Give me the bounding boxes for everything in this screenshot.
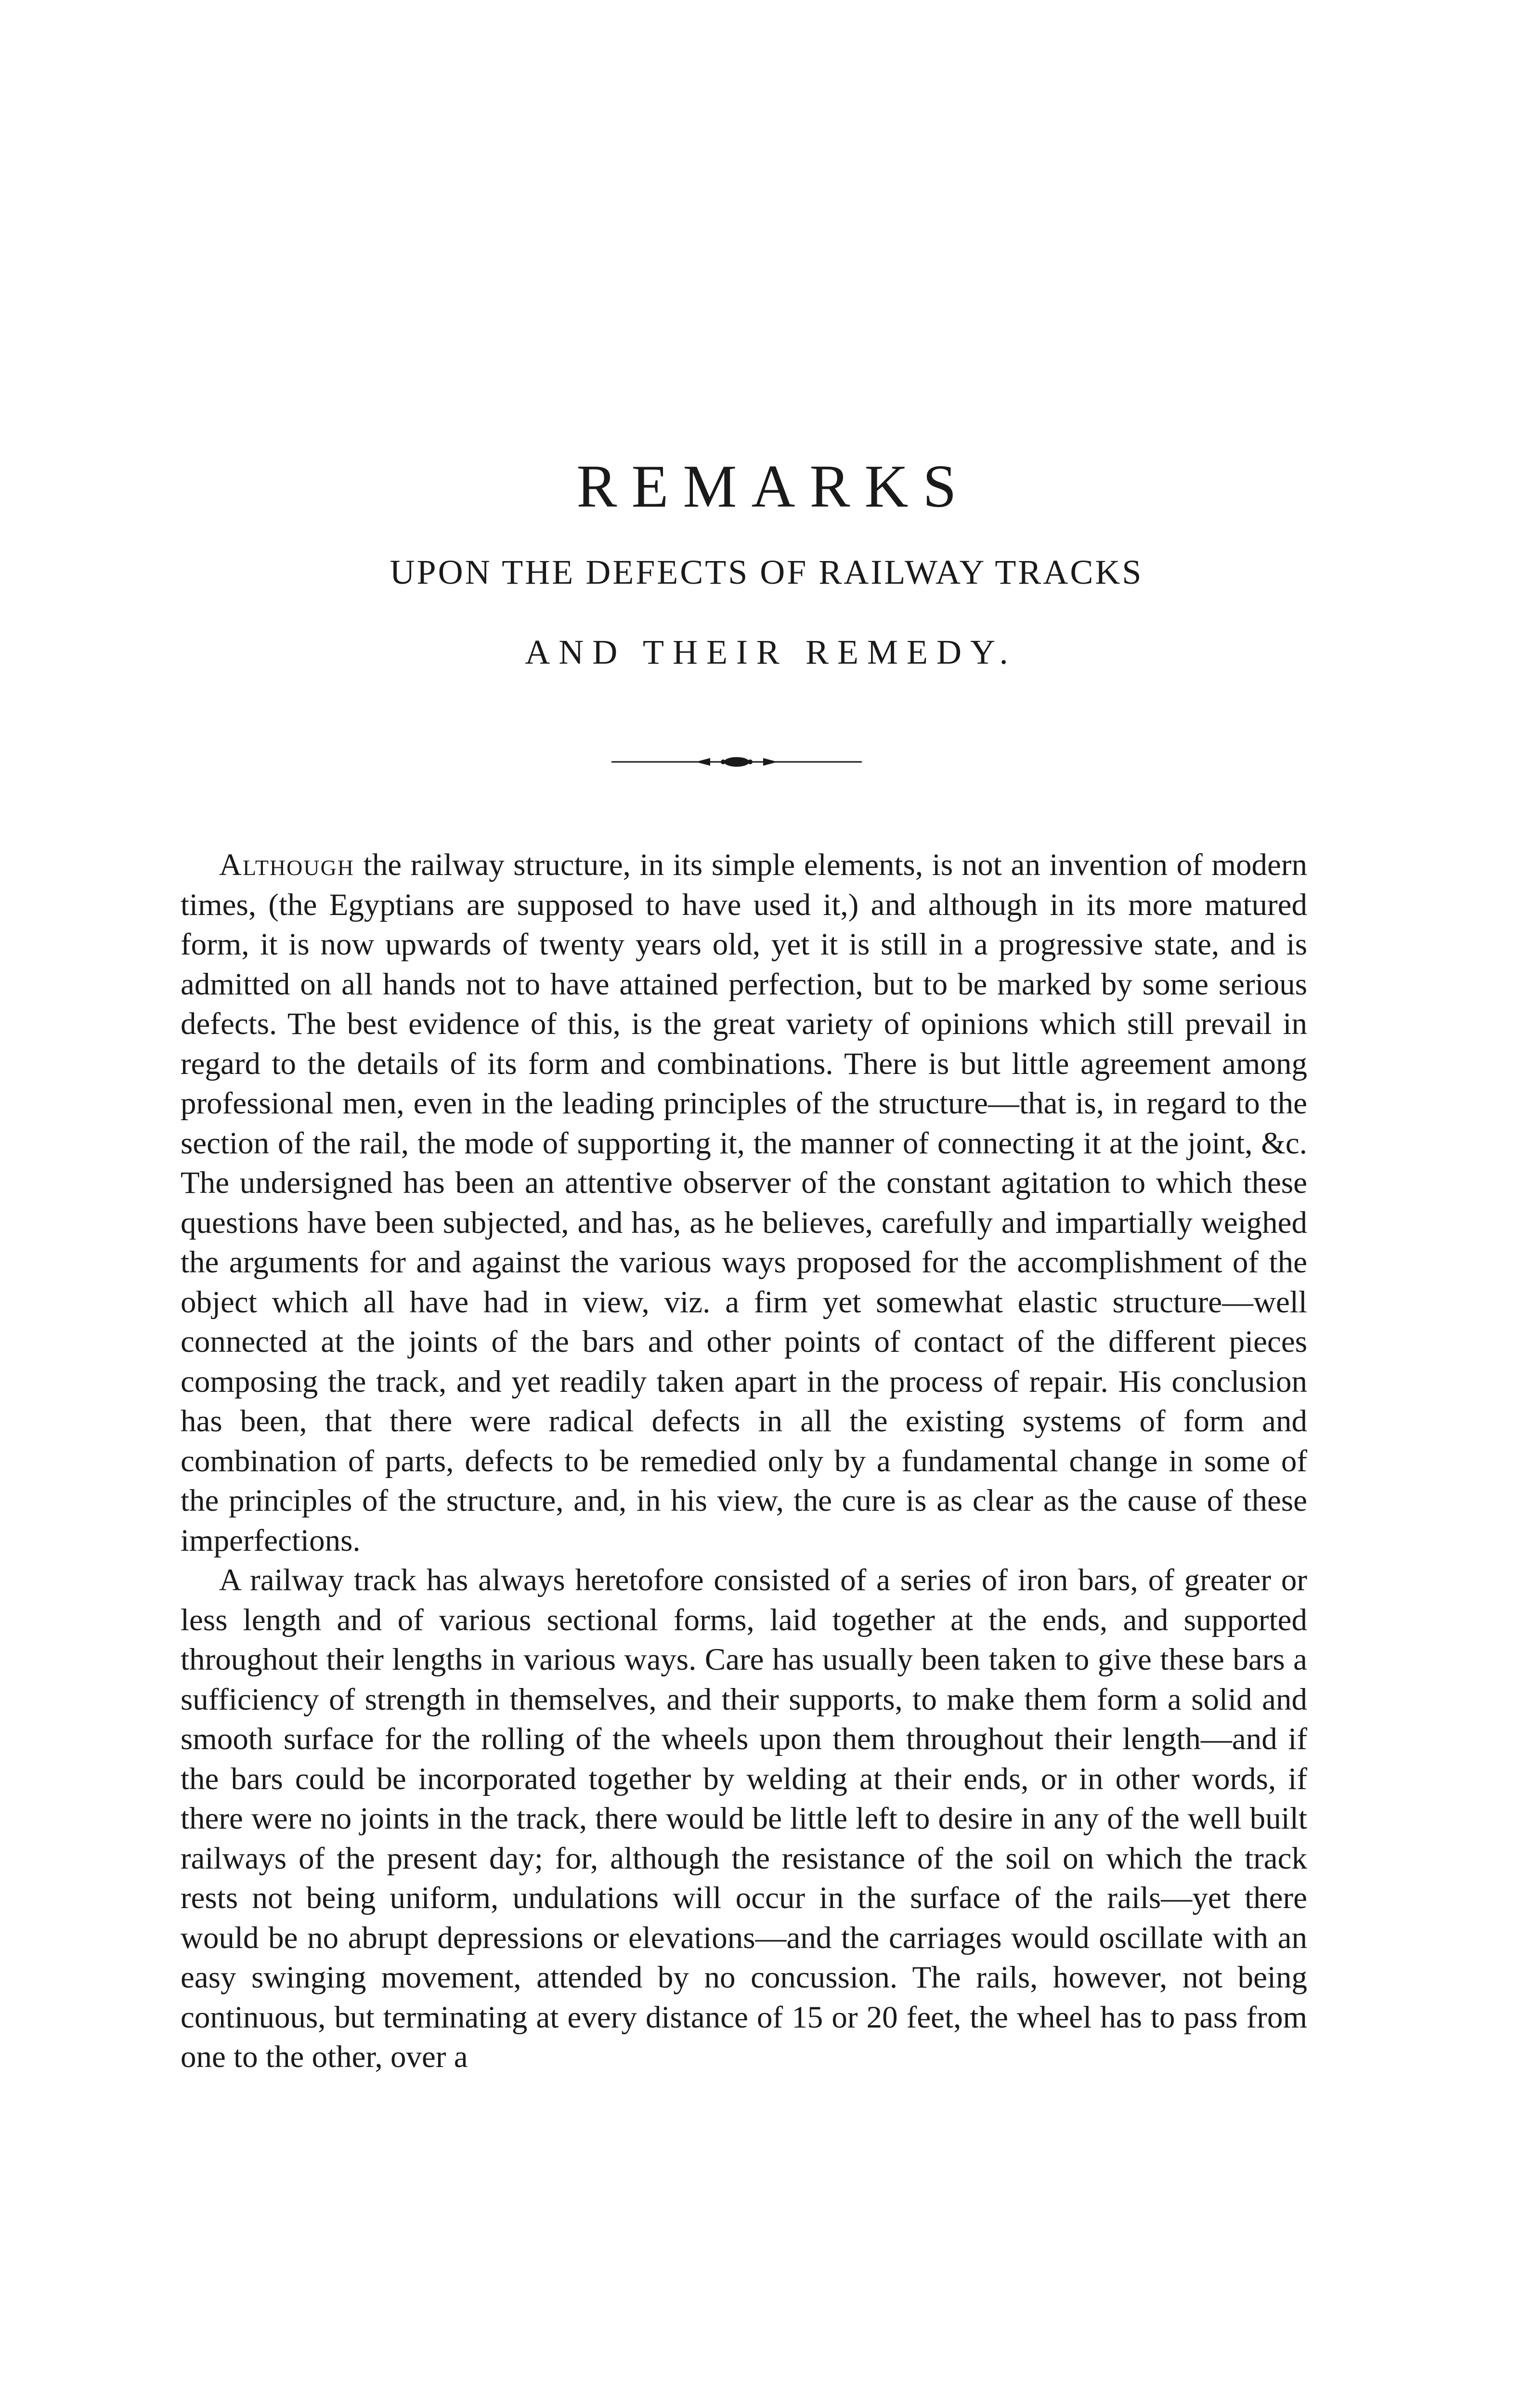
paragraph-1-lead-word: Although: [219, 848, 355, 882]
subtitle-line-2: AND THEIR REMEDY.: [525, 633, 1017, 671]
paragraph-1: [181, 845, 1307, 1560]
paragraph-1-text: the railway structure, in its simple elements, is not an invention of modern times, (the Egyptians are supposed to have used it,) and although in its more matured form, it is now upwards of twenty years old, yet it is still in a progressive state, and is admitted on all hands not to have attained perfection, but to be marked by some serious defects. The best evidence of this, is the great variety of opinions which still prevail in regard to the details of its form and combinations. There is but little agreement among professional men, even in the leading principles of the structure—that is, in regard to the section of the rail, the mode of supporting it, the manner of connecting it at the joint, &c. The undersigned has been an attentive observer of the constant agitation to which these questions have been subjected, and has, as he believes, carefully and impartially weighed the arguments for and against the various ways proposed for the accomplishment of the object which all have had in view, viz. a firm yet somewhat elastic structure—well connected at the joints of the bars and other points of contact of the different pieces composing the track, and yet readily taken apart in the process of repair. His conclusion has been, that there were radical defects in all the existing systems of form and combination of parts, defects to be remedied only by a fundamental change in some of the principles of the structure, and, in his view, the cure is as clear as the cause of these imperfections.: [181, 848, 1307, 1558]
page-title: REMARKS: [576, 453, 971, 520]
paragraph-2: A railway track has always heretofore consisted of a series of iron bars, of greater or less length and of various sectional forms, laid together at the ends, and supported throughout their lengths in various ways. Care has usually been taken to give these bars a sufficiency of strength in themselves, and their supports, to make them form a solid and smooth surface for the rolling of the wheels upon them throughout their length—and if the bars could be incorporated together by welding at their ends, or in other words, if there were no joints in the track, there would be little left to desire in any of the well built railways of the present day; for, although the resistance of the soil on which the track rests not being uniform, undulations will occur in the surface of the rails—yet there would be no abrupt depressions or elevations—and the carriages would oscillate with an easy swinging movement, attended by no concussion. The rails, however, not being continuous, but terminating at every distance of 15 or 20 feet, the wheel has to pass from one to the other, over a: [181, 1563, 1307, 2074]
body-text: [181, 845, 1307, 2077]
ornament-divider-icon: [611, 755, 862, 769]
subtitle-line-1: UPON THE DEFECTS OF RAILWAY TRACKS: [390, 553, 1143, 591]
